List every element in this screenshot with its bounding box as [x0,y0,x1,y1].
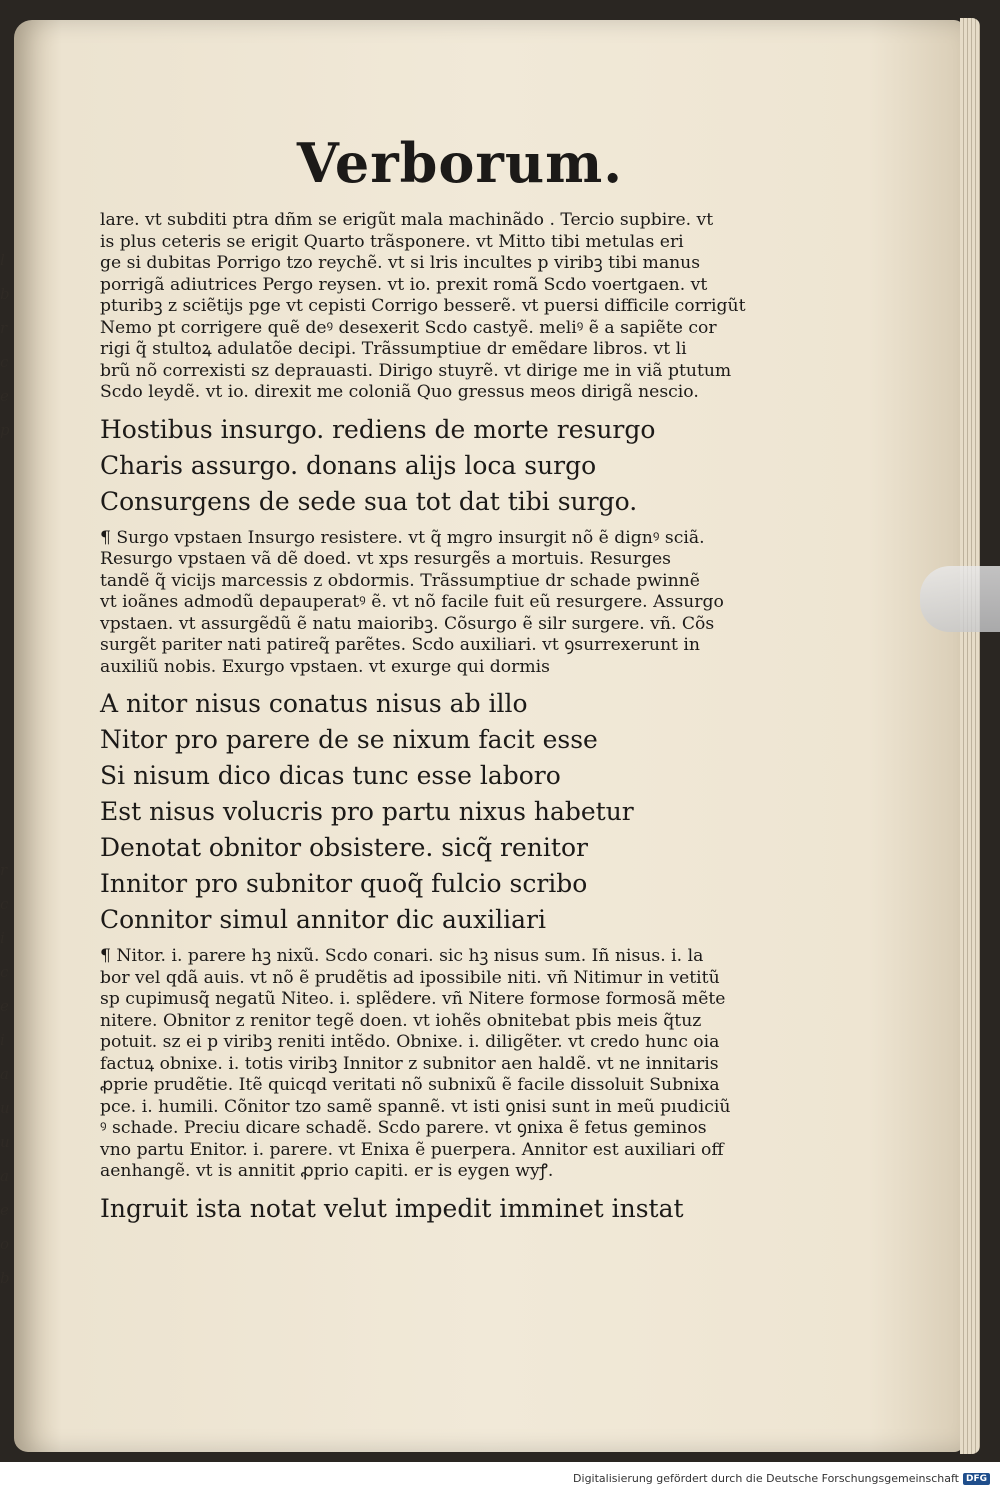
commentary-line: auxiliũ nobis. Exurgo vpstaen. vt exurge qui dormis [100,656,550,677]
verse-line: Charis assurgo. donans alijs loca surgo [100,450,597,480]
margin-fragment: e [0,1201,9,1219]
commentary-line: Nemo pt corrigere quẽ deꝰ desexerit Scdo castyẽ. meliꝰ ẽ a sapiẽte cor [100,317,717,338]
page-text [100,130,780,1227]
digitization-footer [573,1472,990,1485]
page-edges [960,18,980,1454]
commentary-line: is plus ceteris se erigit Quarto trãsponere. vt Mitto tibi metulas eri [100,231,684,252]
margin-fragment: e [0,997,9,1015]
commentary-line: factuꝝ obnixe. i. totis viribꝫ Innitor z subnitor aen haldẽ. vt ne innitaris [100,1053,719,1074]
commentary-line: Resurgo vpstaen vã dẽ doed. vt xps resurgẽs a mortuis. Resurges [100,549,671,569]
margin-fragment: r [0,861,8,879]
margin-fragment: u [0,1133,10,1151]
verse-group-2 [100,686,780,938]
margin-fragment: b [0,285,10,303]
final-verse: Ingruit ista notat velut impedit imminet instat [100,1193,684,1223]
commentary-line: ¶ Surgo vpstaen Insurgo resistere. vt q̃ mgro insurgit nõ ẽ dignꝰ sciã. [100,527,705,548]
commentary-line: ꝰ schade. Preciu dicare schadẽ. Scdo parere. vt ꝯnixa ẽ fetus geminos [100,1118,707,1138]
dfg-logo: DFG [963,1473,990,1485]
margin-fragment: l [0,251,5,269]
commentary-block-3 [100,946,780,1183]
margin-fragment: p [0,421,10,439]
commentary-line: vpstaen. vt assurgẽdũ ẽ natu maioribꝫ. Cõsurgo ẽ silr surgere. vñ. Cõs [100,613,715,634]
verse-line: Est nisus volucris pro partu nixus habetur [100,797,634,826]
running-heading: Verborum. [296,131,624,195]
commentary-line: vno partu Enitor. i. parere. vt Enixa ẽ puerpera. Annitor est auxiliari off [100,1139,724,1160]
commentary-line: rigi q̃ stultoꝝ adulatõe decipi. Trãssumptiue dr emẽdare libros. vt li [100,339,687,359]
commentary-line: tandẽ q̃ vicijs marcessis z obdormis. Trãssumptiue dr schade pwinnẽ [100,570,700,591]
commentary-line: vt ioãnes admodũ depauperatꝰ ẽ. vt nõ facile fuit eũ resurgere. Assurgo [100,592,724,612]
commentary-line: ge si dubitas Porrigo tzo reychẽ. vt si lris incultes p viribꝫ tibi manus [100,253,701,273]
verse-line: Innitor pro subnitor quoq̃ fulcio scribo [100,869,588,898]
margin-fragment: i [0,1031,5,1049]
commentary-line: nitere. Obnitor z renitor tegẽ doen. vt iohẽs obnitebat pbis meis q̃tuz [100,1010,702,1031]
clamp-holder [920,566,1000,632]
margin-fragment: o [0,1235,10,1253]
commentary-line: pturibꝫ z sciẽtijs pge vt cepisti Corrigo besserẽ. vt puersi difficile corrigũt [100,296,746,316]
commentary-line: surgẽt pariter nati patireq̃ parẽtes. Scdo auxiliari. vt ꝯsurrexerunt in [100,635,700,655]
commentary-line: brũ nõ correxisti sz deprauasti. Dirigo stuyrẽ. vt dirige me in viã ptutum [100,360,732,381]
commentary-line: ¶ Nitor. i. parere hꝫ nixũ. Scdo conari. sic hꝫ nisus sum. Iñ nisus. i. la [100,946,704,966]
margin-fragment: a [0,1065,9,1083]
margin-fragment: i [0,929,5,947]
verse-line: Nitor pro parere de se nixum facit esse [100,725,598,754]
footer-credit: Digitalisierung gefördert durch die Deutsche Forschungsgemeinschaft [573,1472,959,1485]
verse-line: Hostibus insurgo. rediens de morte resurgo [100,414,656,444]
commentary-line: aenhangẽ. vt is annitit ꝓprio capiti. er is eygen wyꝭ. [100,1161,554,1181]
commentary-line: sp cupimusq̃ negatũ Niteo. i. splẽdere. vñ Nitere formose formosã mẽte [100,989,726,1009]
commentary-line: potuit. sz ei p viribꝫ reniti intẽdo. Obnixe. i. diligẽter. vt credo hunc oia [100,1032,720,1052]
margin-fragment: c [0,963,9,981]
margin-fragment: r [0,319,8,337]
commentary-line: ꝓprie prudẽtie. Itẽ quicqd veritati nõ subnixũ ẽ facile dissoluit Subnixa [100,1075,720,1095]
commentary-line: Scdo leydẽ. vt io. direxit me coloniã Quo gressus meos dirigã nescio. [100,382,699,402]
margin-fragment: b [0,1269,10,1287]
commentary-block-1 [100,210,780,404]
margin-fragment: u [0,1099,10,1117]
verse-line: Connitor simul annitor dic auxiliari [100,905,546,934]
margin-fragment: a [0,1167,9,1185]
margin-fragment: c [0,353,9,371]
verse-line: Denotat obnitor obsistere. sicq̃ renitor [100,833,588,862]
commentary-line: pce. i. humili. Cõnitor tzo samẽ spannẽ. vt isti ꝯnisi sunt in meũ pıudiciũ [100,1096,731,1117]
verse-line: Si nisum dico dicas tunc esse laboro [100,761,561,790]
commentary-line: lare. vt subditi ptra dñm se erigũt mala machinãdo . Tercio supbire. vt [100,210,714,230]
verse-line: Consurgens de sede sua tot dat tibi surgo. [100,486,638,516]
margin-fragment: c [0,895,9,913]
previous-page-margin [0,20,28,1452]
commentary-block-2 [100,528,780,679]
verse-line: A nitor nisus conatus nisus ab illo [100,689,528,718]
verse-group-1 [100,412,780,520]
commentary-line: bor vel qdã auis. vt nõ ẽ prudẽtis ad ipossibile niti. vñ Nitimur in vetitũ [100,967,720,988]
margin-fragment: e [0,387,9,405]
commentary-line: porrigã adiutrices Pergo reysen. vt io. prexit romã Scdo voertgaen. vt [100,274,708,295]
